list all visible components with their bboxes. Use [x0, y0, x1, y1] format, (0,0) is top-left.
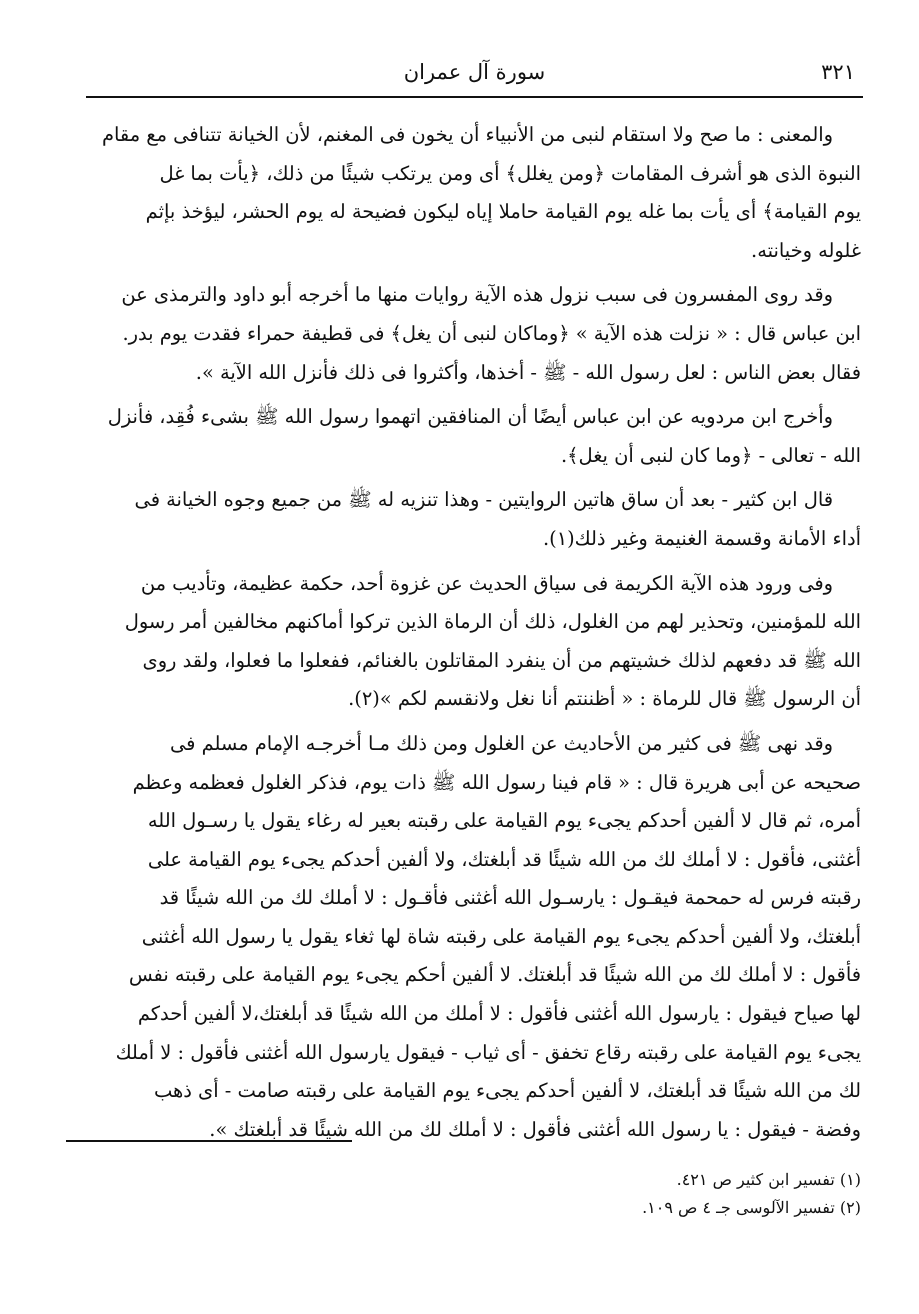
page-number: ٣٢١	[821, 60, 855, 84]
paragraph-context-uhud: وفى ورود هذه الآية الكريمة فى سياق الحديث عن غزوة أحد، حكمة عظيمة، وتأديب من الله للمؤمنين، وتحذير لهم من الغلول، ذلك أن الرماة الذين تركوا أماكنهم مخالفين أمر رسول الله ﷺ قد دفعهم لذلك خشيتهم من أن ينفرد المقاتلون بالغنائم، ففعلوا ما فعلوا، ولقد روى أن الرسول ﷺ قال للرماة : « أظننتم أنا نغل ولانقسم لكم »(٢).	[124, 571, 861, 711]
paragraph-hadith: وقد نهى ﷺ فى كثير من الأحاديث عن الغلول ومن ذلك مـا أخرجـه الإمام مسلم فى صحيحه عن أبى هريرة قال : « قام فينا رسول الله ﷺ ذات يوم، فذكر الغلول فعظمه وعظم أمره، ثم قال لا ألفين أحدكم يجىء يوم القيامة على رقبته بعير له رغاء يقول يا رسـول الله أغثنى، فأقول : لا أملك لك من الله شيئًا قد أبلغتك، ولا ألفين أحدكم يجىء يوم القيامة على رقبته فرس له حمحمة فيقـول : يارسـول الله أغثنى فأقـول : لا أملك لك من الله شيئًا قد أبلغتك، ولا ألفين أحدكم يجىء يوم القيامة على رقبته شاة لها ثغاء يقول يا رسول الله أغثنى فأقول : لا أملك لك من الله شيئًا قد أبلغتك. لا ألفين أحكم يجىء يوم القيامة على رقبته نفس لها صياح فيقول : يارسول الله أغثنى فأقول : لا أملك من الله شيئًا قد أبلغتك،لا ألفين أحدكم يجىء يوم القيامة على رقبته رقاع تخفق - أى ثياب - فيقول يارسول الله أغثنى فأقول : لا أملك لك من الله شيئًا قد أبلغتك، لا ألفين أحدكم يجىء يوم القيامة على رقبته صامت - أى ذهب وفضة - فيقول : يا رسول الله أغثنى فأقول : لا أملك لك من الله شيئًا قد أبلغتك ».	[115, 731, 861, 1141]
main-text	[86, 116, 861, 1155]
footnote-1: (١) تفسير ابن كثير ص ٤٢١.	[676, 1170, 861, 1189]
paragraph-revelation-cause: وقد روى المفسرون فى سبب نزول هذه الآية روايات منها ما أخرجه أبو داود والترمذى عن ابن عباس قال : « نزلت هذه الآية » ﴿وماكان لنبى أن يغل﴾ فى قطيفة حمراء فقدت يوم بدر. فقال بعض الناس : لعل رسول الله - ﷺ - أخذها، وأكثروا فى ذلك فأنزل الله الآية ».	[121, 283, 861, 384]
chapter-title: سورة آل عمران	[403, 60, 546, 84]
paragraph-ibn-mardawayh: وأخرج ابن مردويه عن ابن عباس أيضًا أن المنافقين اتهموا رسول الله ﷺ بشىء فُقِد، فأنزل الله - تعالى - ﴿وما كان لنبى أن يغل﴾.	[107, 405, 861, 467]
footnote-2: (٢) تفسير الآلوسى جـ ٤ ص ١٠٩.	[642, 1198, 861, 1217]
running-header	[86, 52, 863, 98]
paragraph-meaning: والمعنى : ما صح ولا استقام لنبى من الأنبياء أن يخون فى المغنم، لأن الخيانة تتنافى مع مقام النبوة الذى هو أشرف المقامات ﴿ومن يغلل﴾ أى ومن يرتكب شيئًا من ذلك، ﴿يأت بما غل يوم القيامة﴾ أى يأت بما غله يوم القيامة حاملا إياه ليكون فضيحة له يوم الحشر، ليؤخذ بإثم غلوله وخيانته.	[102, 123, 861, 262]
paragraph-ibn-kathir: قال ابن كثير - بعد أن ساق هاتين الروايتين - وهذا تنزيه له ﷺ من جميع وجوه الخيانة فى أداء الأمانة وقسمة الغنيمة وغير ذلك(١).	[134, 488, 861, 550]
header-rule	[86, 96, 863, 98]
footnote-rule	[66, 1140, 352, 1142]
footnotes	[300, 1166, 861, 1222]
